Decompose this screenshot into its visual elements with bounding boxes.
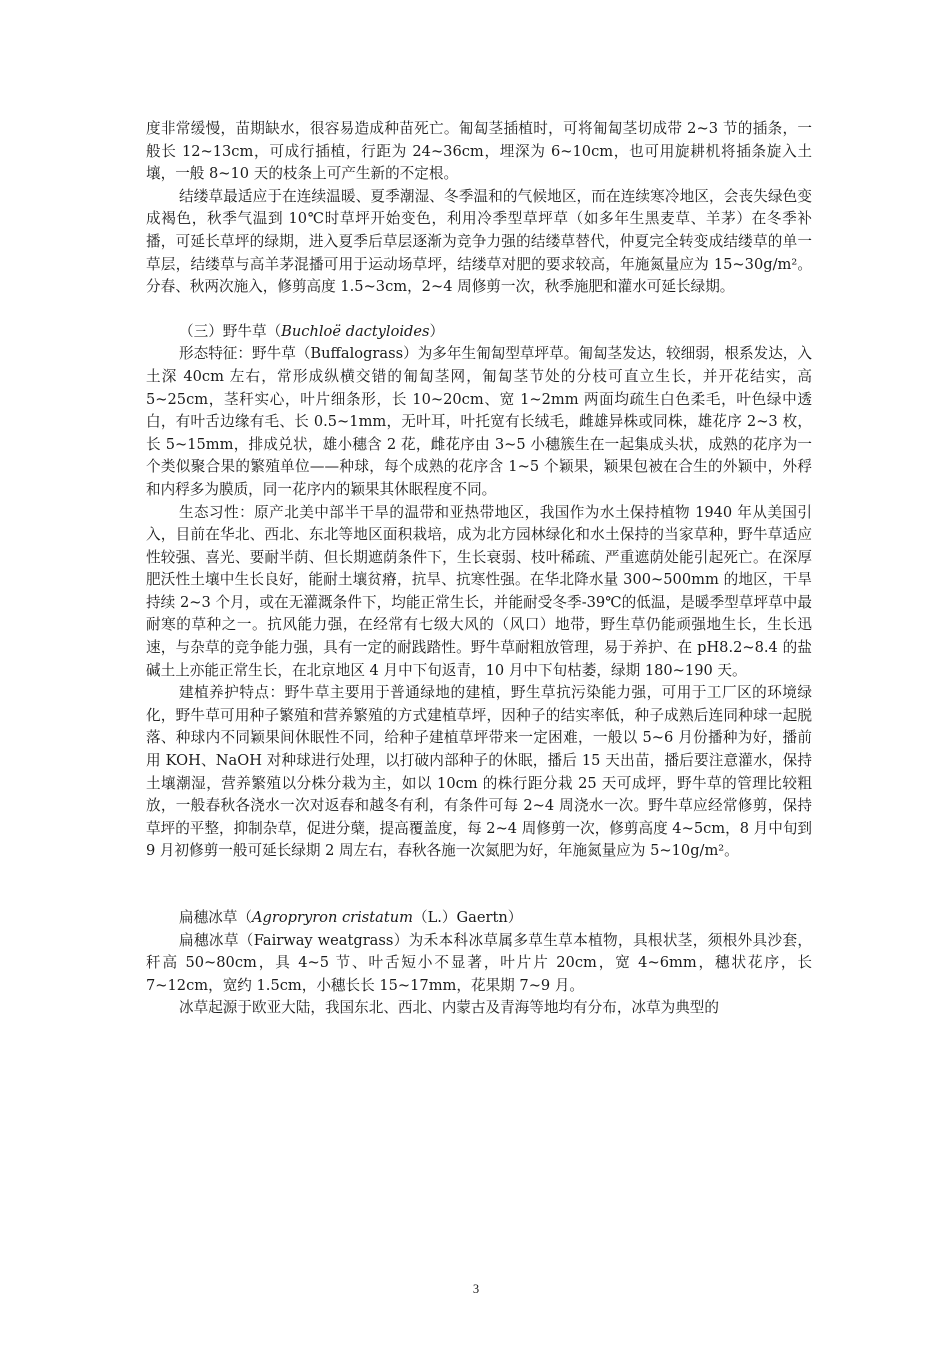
heading-suffix: ）	[429, 322, 445, 340]
document-body	[146, 118, 812, 1020]
paragraph: 生态习性：原产北美中部半干旱的温带和亚热带地区，我国作为水土保持植物 1940 年从美国引入，目前在华北、西北、东北等地区面积栽培，成为北方园林绿化和水土保持的当家草种，野牛草适应性较强、喜光、要耐半荫、但长期遮荫条件下，生长衰弱、枝叶稀疏、严重遮荫处能引起死亡。在深厚肥沃性土壤中生长良好，能耐土壤贫瘠，抗旱、抗寒性强。在华北降水量 300~500mm 的地区，干旱持续 2~3 个月，或在无灌溉条件下，均能正常生长，并能耐受冬季-39℃的低温，是暖季型草坪草中最耐寒的草种之一。抗风能力强，在经常有七级大风的（风口）地带，野生草仍能顽强地生长，生长迅速，与杂草的竞争能力强，具有一定的耐践踏性。野牛草耐粗放管理，易于养护、在 pH8.2~8.4 的盐碱土上亦能正常生长，在北京地区 4 月中下旬返青，10 月中下旬枯萎，绿期 180~190 天。	[146, 503, 812, 679]
section-spacer	[146, 299, 812, 321]
section-spacer	[146, 863, 812, 907]
paragraph: 建植养护特点：野牛草主要用于普通绿地的建植，野生草抗污染能力强，可用于工厂区的环境绿化，野牛草可用种子繁殖和营养繁殖的方式建植草坪，因种子的结实率低，种子成熟后连同种球一起脱落、种球内不同颖果间休眠性不同，给种子建植草坪带来一定困难，一般以 5~6 月份播种为好，播前用 KOH、NaOH 对种球进行处理，以打破内部种子的休眠，播后 15 天出苗，播后要注意灌水，保持土壤潮湿，营养繁殖以分株分栽为主，如以 10cm 的株行距分栽 25 天可成坪，野牛草的管理比较粗放，一般春秋各浇水一次对返春和越冬有利，有条件可每 2~4 周浇水一次。野牛草应经常修剪，保持草坪的平整，抑制杂草，促进分蘖，提高覆盖度，每 2~4 周修剪一次，修剪高度 4~5cm，8 月中旬到 9 月初修剪一般可延长绿期 2 周左右，春秋各施一次氮肥为好，年施氮量应为 5~10g/m²。	[146, 684, 813, 860]
page-number: 3	[472, 1282, 480, 1296]
paragraph: 结缕草最适应于在连续温暖、夏季潮湿、冬季温和的气候地区，而在连续寒冷地区，会丧失绿色变成褐色，秋季气温到 10℃时草坪开始变色，利用冷季型草坪草（如多年生黑麦草、羊茅）在冬季补播，可延长草坪的绿期，进入夏季后草层逐渐为竞争力强的结缕草替代，仲夏完全转变成结缕草的单一草层，结缕草与高羊茅混播可用于运动场草坪，结缕草对肥的要求较高，年施氮量应为 15~30g/m²。分春、秋两次施入，修剪高度 1.5~3cm，2~4 周修剪一次，秋季施肥和灌水可延长绿期。	[146, 187, 812, 296]
paragraph: 扁穗冰草（Fairway weatgrass）为禾本科冰草属多草生草本植物，具根状茎，须根外具沙套，秆高 50~80cm，具 4~5 节、叶舌短小不显著，叶片片 20cm，宽 4~6mm，穗状花序，长 7~12cm，宽约 1.5cm，小穗长长 15~17mm，花果期 7~9 月。	[146, 931, 812, 994]
section-heading	[146, 321, 812, 344]
heading-prefix: 扁穗冰草（	[179, 909, 252, 926]
heading-latin-name: Buchloë dactyloides	[281, 322, 430, 340]
paragraph: 冰草起源于欧亚大陆，我国东北、西北、内蒙古及青海等地均有分布，冰草为典型的	[179, 999, 719, 1017]
paragraph: 度非常缓慢，苗期缺水，很容易造成种苗死亡。匍匐茎插植时，可将匍匐茎切成带 2~3 节的插条，一般长 12~13cm，可成行插植，行距为 24~36cm，埋深为 6~10cm，也可用旋耕机将插条旋入土壤，一般 8~10 天的枝条上可产生新的不定根。	[146, 120, 812, 183]
section-heading	[146, 907, 812, 930]
heading-suffix: （L.）Gaertn）	[412, 909, 523, 926]
heading-latin-name: Agropryron cristatum	[251, 909, 413, 926]
heading-prefix: （三）野牛草（	[179, 322, 282, 340]
paragraph: 形态特征：野牛草（Buffalograss）为多年生匍匐型草坪草。匍匐茎发达，较细弱，根系发达，入土深 40cm 左右，常形成纵横交错的匍匐茎网，匍匐茎节处的分枝可直立生长，并开花结实，高 5~25cm，茎秆实心，叶片细条形，长 10~20cm、宽 1~2mm 两面均疏生白色柔毛，叶色绿中透白，有叶舌边缘有毛、长 0.5~1mm，无叶耳，叶托宽有长绒毛，雌雄异株或同株，雄花序 2~3 枚，长 5~15mm，排成兑状，雄小穗含 2 花，雌花序由 3~5 小穗簇生在一起集成头状，成熟的花序为一个类似聚合果的繁殖单位——种球，每个成熟的花序含 1~5 个颖果，颖果包被在合生的外颖中，外稃和内稃多为膜质，同一花序内的颖果其休眠程度不同。	[146, 345, 812, 498]
